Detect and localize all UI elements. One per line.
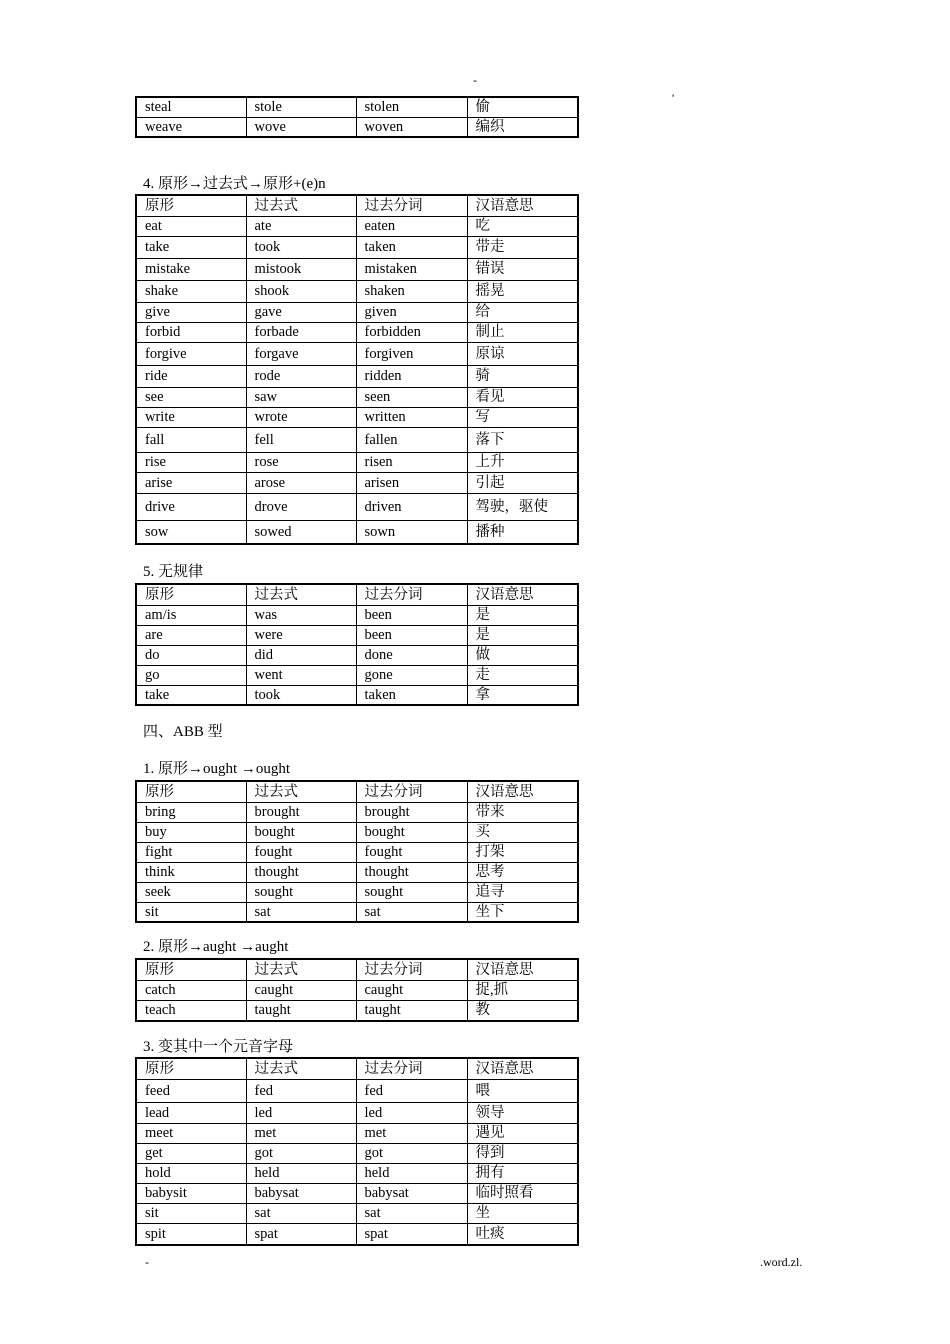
- table-cell: 写: [467, 407, 578, 427]
- table-cell: lead: [136, 1102, 246, 1123]
- table-header-row: [136, 781, 578, 802]
- table-cell: led: [356, 1102, 467, 1123]
- table-row: [136, 902, 578, 922]
- table-cell: do: [136, 645, 246, 665]
- column-header: 汉语意思: [467, 584, 578, 605]
- table-cell: go: [136, 665, 246, 685]
- column-header: 过去式: [246, 781, 356, 802]
- table-cell: 错误: [467, 258, 578, 280]
- table-cell: buy: [136, 822, 246, 842]
- column-header: 过去分词: [356, 195, 467, 216]
- table-cell: been: [356, 605, 467, 625]
- table-cell: mistake: [136, 258, 246, 280]
- table-cell: bring: [136, 802, 246, 822]
- table-row: [136, 1163, 578, 1183]
- table-cell: met: [356, 1123, 467, 1143]
- table-cell: forgiven: [356, 342, 467, 365]
- table-cell: ate: [246, 216, 356, 236]
- table-cell: brought: [246, 802, 356, 822]
- table-cell: stole: [246, 97, 356, 117]
- table-cell: taken: [356, 236, 467, 258]
- table-cell: risen: [356, 452, 467, 472]
- table-cell: fallen: [356, 427, 467, 452]
- column-header: 原形: [136, 959, 246, 980]
- table-cell: babysit: [136, 1183, 246, 1203]
- table-cell: fought: [246, 842, 356, 862]
- table-row: [136, 427, 578, 452]
- table-cell: babysat: [356, 1183, 467, 1203]
- table-cell: driven: [356, 493, 467, 520]
- table-cell: mistook: [246, 258, 356, 280]
- table-row: [136, 452, 578, 472]
- table-cell: spit: [136, 1223, 246, 1245]
- table-cell: held: [356, 1163, 467, 1183]
- table-cell: wove: [246, 117, 356, 137]
- table-row: [136, 1183, 578, 1203]
- table-row: [136, 1223, 578, 1245]
- table-cell: ride: [136, 365, 246, 387]
- table-cell: weave: [136, 117, 246, 137]
- column-header: 汉语意思: [467, 1058, 578, 1079]
- table-row: [136, 980, 578, 1000]
- table-cell: gone: [356, 665, 467, 685]
- table-cell: woven: [356, 117, 467, 137]
- table-cell: sat: [356, 902, 467, 922]
- table-cell: shaken: [356, 280, 467, 302]
- table-cell: arisen: [356, 472, 467, 493]
- table-cell: 落下: [467, 427, 578, 452]
- table-cell: was: [246, 605, 356, 625]
- column-header: 汉语意思: [467, 959, 578, 980]
- table-row: [136, 365, 578, 387]
- table-cell: 是: [467, 605, 578, 625]
- table-cell: think: [136, 862, 246, 882]
- table-cell: spat: [246, 1223, 356, 1245]
- table-cell: been: [356, 625, 467, 645]
- column-header: 过去式: [246, 584, 356, 605]
- table-header-row: [136, 1058, 578, 1079]
- table-cell: 骑: [467, 365, 578, 387]
- table-cell: 拥有: [467, 1163, 578, 1183]
- table-row: [136, 117, 578, 137]
- table-row: [136, 236, 578, 258]
- table-row: [136, 493, 578, 520]
- table-row: [136, 472, 578, 493]
- table-cell: taken: [356, 685, 467, 705]
- table-cell: 看见: [467, 387, 578, 407]
- verb-table-en: [135, 194, 579, 545]
- table-row: [136, 842, 578, 862]
- table-cell: 偷: [467, 97, 578, 117]
- table-row: [136, 822, 578, 842]
- table-cell: babysat: [246, 1183, 356, 1203]
- header-mark: -: [473, 73, 477, 87]
- column-header: 原形: [136, 584, 246, 605]
- table-cell: caught: [246, 980, 356, 1000]
- table-cell: took: [246, 236, 356, 258]
- table-cell: fight: [136, 842, 246, 862]
- table-row: [136, 605, 578, 625]
- table-cell: sit: [136, 1203, 246, 1223]
- table-cell: taught: [356, 1000, 467, 1021]
- table-cell: arose: [246, 472, 356, 493]
- table-cell: sat: [246, 902, 356, 922]
- table-cell: saw: [246, 387, 356, 407]
- table-cell: hold: [136, 1163, 246, 1183]
- table-cell: took: [246, 685, 356, 705]
- table-cell: 驾驶，驱使: [467, 493, 578, 520]
- table-cell: got: [246, 1143, 356, 1163]
- column-header: 过去分词: [356, 1058, 467, 1079]
- table-cell: mistaken: [356, 258, 467, 280]
- table-cell: 走: [467, 665, 578, 685]
- table-cell: 播种: [467, 520, 578, 544]
- table-cell: seek: [136, 882, 246, 902]
- verb-table-irregular: [135, 583, 579, 706]
- section-heading-ought: 1. 原形→ought →ought: [143, 761, 291, 777]
- table-cell: sat: [356, 1203, 467, 1223]
- table-cell: met: [246, 1123, 356, 1143]
- table-cell: eaten: [356, 216, 467, 236]
- table-cell: forbidden: [356, 322, 467, 342]
- table-cell: 教: [467, 1000, 578, 1021]
- column-header: 原形: [136, 781, 246, 802]
- table-row: [136, 645, 578, 665]
- table-row: [136, 97, 578, 117]
- table-cell: 是: [467, 625, 578, 645]
- table-cell: did: [246, 645, 356, 665]
- table-row: [136, 216, 578, 236]
- section-heading-aught: 2. 原形→aught →aught: [143, 939, 289, 955]
- table-cell: sowed: [246, 520, 356, 544]
- table-cell: stolen: [356, 97, 467, 117]
- table-cell: sought: [246, 882, 356, 902]
- table-row: [136, 407, 578, 427]
- table-cell: bought: [246, 822, 356, 842]
- verb-table-continued: [135, 96, 579, 138]
- table-cell: am/is: [136, 605, 246, 625]
- table-cell: written: [356, 407, 467, 427]
- table-cell: 引起: [467, 472, 578, 493]
- table-cell: fought: [356, 842, 467, 862]
- table-cell: take: [136, 685, 246, 705]
- table-row: [136, 802, 578, 822]
- table-cell: 买: [467, 822, 578, 842]
- column-header: 原形: [136, 195, 246, 216]
- table-cell: done: [356, 645, 467, 665]
- group-title-abb: 四、ABB 型: [143, 724, 223, 740]
- table-cell: steal: [136, 97, 246, 117]
- table-cell: forgave: [246, 342, 356, 365]
- table-cell: forgive: [136, 342, 246, 365]
- column-header: 过去式: [246, 195, 356, 216]
- table-cell: 带走: [467, 236, 578, 258]
- table-cell: rose: [246, 452, 356, 472]
- table-cell: went: [246, 665, 356, 685]
- section-heading-vowel: 3. 变其中一个元音字母: [143, 1039, 294, 1055]
- table-cell: 思考: [467, 862, 578, 882]
- table-row: [136, 302, 578, 322]
- table-row: [136, 862, 578, 882]
- table-cell: shook: [246, 280, 356, 302]
- table-cell: write: [136, 407, 246, 427]
- table-cell: give: [136, 302, 246, 322]
- table-row: [136, 1102, 578, 1123]
- table-cell: eat: [136, 216, 246, 236]
- table-cell: shake: [136, 280, 246, 302]
- column-header: 过去分词: [356, 781, 467, 802]
- table-cell: rise: [136, 452, 246, 472]
- table-cell: sat: [246, 1203, 356, 1223]
- table-cell: taught: [246, 1000, 356, 1021]
- table-cell: 编织: [467, 117, 578, 137]
- table-cell: fed: [356, 1079, 467, 1102]
- table-row: [136, 1079, 578, 1102]
- table-cell: see: [136, 387, 246, 407]
- table-cell: 得到: [467, 1143, 578, 1163]
- table-cell: 给: [467, 302, 578, 322]
- table-row: [136, 258, 578, 280]
- table-cell: arise: [136, 472, 246, 493]
- table-cell: brought: [356, 802, 467, 822]
- table-cell: sit: [136, 902, 246, 922]
- table-cell: 临时照看: [467, 1183, 578, 1203]
- table-cell: 捉,抓: [467, 980, 578, 1000]
- verb-table-ought: [135, 780, 579, 923]
- table-row: [136, 342, 578, 365]
- table-header-row: [136, 584, 578, 605]
- table-cell: 带来: [467, 802, 578, 822]
- footer-source: .word.zl.: [760, 1255, 803, 1269]
- table-row: [136, 387, 578, 407]
- table-cell: seen: [356, 387, 467, 407]
- table-cell: feed: [136, 1079, 246, 1102]
- column-header: 汉语意思: [467, 195, 578, 216]
- table-row: [136, 625, 578, 645]
- table-row: [136, 1143, 578, 1163]
- table-cell: held: [246, 1163, 356, 1183]
- table-cell: given: [356, 302, 467, 322]
- table-cell: sown: [356, 520, 467, 544]
- section-heading-4: 4. 原形→过去式→原形+(e)n: [143, 176, 326, 192]
- table-cell: fall: [136, 427, 246, 452]
- table-header-row: [136, 195, 578, 216]
- verb-table-vowel: [135, 1057, 579, 1246]
- table-row: [136, 665, 578, 685]
- table-cell: rode: [246, 365, 356, 387]
- table-cell: led: [246, 1102, 356, 1123]
- table-cell: take: [136, 236, 246, 258]
- table-row: [136, 280, 578, 302]
- table-row: [136, 882, 578, 902]
- footer-left-mark: -: [145, 1255, 149, 1269]
- table-cell: 制止: [467, 322, 578, 342]
- table-cell: forbid: [136, 322, 246, 342]
- table-cell: 上升: [467, 452, 578, 472]
- table-cell: meet: [136, 1123, 246, 1143]
- table-cell: 打架: [467, 842, 578, 862]
- table-cell: thought: [246, 862, 356, 882]
- table-cell: ridden: [356, 365, 467, 387]
- table-cell: 吃: [467, 216, 578, 236]
- table-row: [136, 1203, 578, 1223]
- table-cell: 追寻: [467, 882, 578, 902]
- table-cell: spat: [356, 1223, 467, 1245]
- table-cell: get: [136, 1143, 246, 1163]
- table-cell: 领导: [467, 1102, 578, 1123]
- table-cell: fell: [246, 427, 356, 452]
- table-cell: are: [136, 625, 246, 645]
- table-cell: sow: [136, 520, 246, 544]
- table-cell: catch: [136, 980, 246, 1000]
- table-cell: 原谅: [467, 342, 578, 365]
- table-cell: fed: [246, 1079, 356, 1102]
- table-cell: 遇见: [467, 1123, 578, 1143]
- table-row: [136, 1000, 578, 1021]
- table-cell: drive: [136, 493, 246, 520]
- table-row: [136, 685, 578, 705]
- table-cell: 做: [467, 645, 578, 665]
- table-cell: thought: [356, 862, 467, 882]
- verb-table-aught: [135, 958, 579, 1022]
- header-corner-mark: ': [672, 91, 675, 105]
- table-row: [136, 322, 578, 342]
- table-cell: teach: [136, 1000, 246, 1021]
- table-cell: drove: [246, 493, 356, 520]
- table-cell: 坐: [467, 1203, 578, 1223]
- table-row: [136, 520, 578, 544]
- table-cell: forbade: [246, 322, 356, 342]
- table-cell: 喂: [467, 1079, 578, 1102]
- column-header: 汉语意思: [467, 781, 578, 802]
- column-header: 过去分词: [356, 959, 467, 980]
- section-heading-5: 5. 无规律: [143, 564, 204, 580]
- table-cell: 拿: [467, 685, 578, 705]
- table-row: [136, 1123, 578, 1143]
- table-cell: sought: [356, 882, 467, 902]
- table-cell: 坐下: [467, 902, 578, 922]
- column-header: 过去式: [246, 1058, 356, 1079]
- column-header: 原形: [136, 1058, 246, 1079]
- table-cell: 吐痰: [467, 1223, 578, 1245]
- table-cell: 摇晃: [467, 280, 578, 302]
- table-cell: wrote: [246, 407, 356, 427]
- table-header-row: [136, 959, 578, 980]
- table-cell: gave: [246, 302, 356, 322]
- table-cell: caught: [356, 980, 467, 1000]
- column-header: 过去分词: [356, 584, 467, 605]
- table-cell: got: [356, 1143, 467, 1163]
- table-cell: bought: [356, 822, 467, 842]
- table-cell: were: [246, 625, 356, 645]
- column-header: 过去式: [246, 959, 356, 980]
